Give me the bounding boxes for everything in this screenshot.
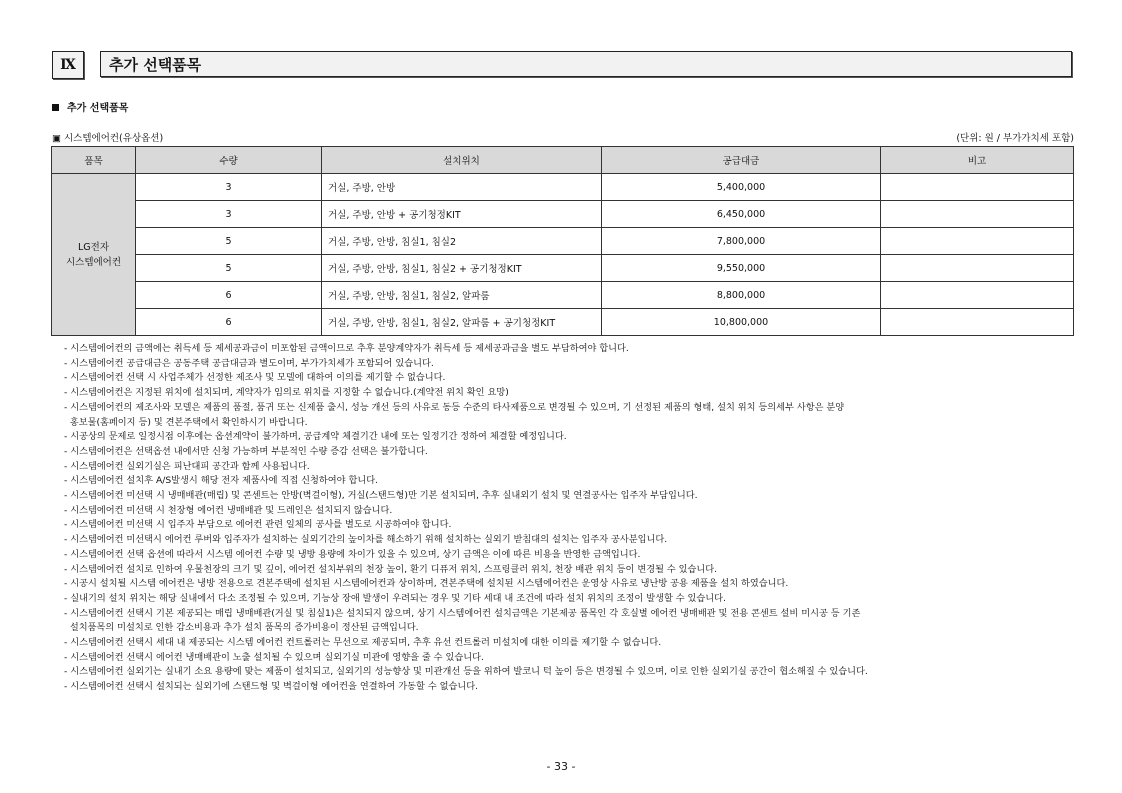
table-row (52, 282, 1074, 309)
notes-list (64, 342, 1074, 695)
heading-text: 추가 선택품목 (67, 103, 129, 114)
product-name: 시스템에어컨 (65, 256, 122, 268)
square-bullet-icon (52, 104, 59, 111)
header-product: 품목 (52, 147, 136, 174)
price-cell: 7,800,000 (602, 228, 881, 255)
note-item: - 시스템에어컨 선택시 에어컨 냉매배관이 노출 설치될 수 있으며 실외기실 미관에 영향을 줄 수 있습니다. (64, 651, 484, 663)
location-cell: 거실, 주방, 안방 + 공기청정KIT (322, 201, 602, 228)
location-cell: 거실, 주방, 안방, 침실1, 침실2 (322, 228, 602, 255)
section-title: 추가 선택품목 (100, 51, 1072, 77)
note-item: - 시스템에어컨은 선택옵션 내에서만 신청 가능하며 부분적인 수량 증감 선택은 불가합니다. (64, 445, 428, 457)
quantity-cell: 6 (136, 282, 322, 309)
note-item: - 시스템에어컨 선택시 설치되는 실외기에 스탠드형 및 벽걸이형 에어컨을 연결하여 가동할 수 없습니다. (64, 681, 479, 693)
note-item: - 실내기의 설치 위치는 해당 실내에서 다소 조정될 수 있으며, 기능상 장애 발생이 우려되는 경우 및 기타 세대 내 조건에 따라 설치 위치의 조정이 발생할 수 있습니다. (64, 592, 726, 604)
note-item: - 시스템에어컨 선택 시 사업주체가 선정한 제조사 및 모델에 대하여 이의를 제기할 수 없습니다. (64, 372, 446, 384)
note-item: - 시스템에어컨 미선택 시 입주자 부담으로 에어컨 관련 일체의 공사를 별도로 시공하여야 합니다. (64, 519, 452, 531)
table-row (52, 255, 1074, 282)
note-item: - 시공상의 문제로 일정시점 이후에는 옵션계약이 불가하며, 공급계약 체결기간 내에 또는 일정기간 정하여 체결할 예정입니다. (64, 431, 567, 443)
quantity-cell: 3 (136, 201, 322, 228)
note-item: - 시스템에어컨 미선택 시 냉매배관(매립) 및 콘센트는 안방(벽걸이형), 거실(스탠드형)만 기본 설치되며, 추후 실내외기 설치 및 연결공사는 입주자 부담입니다. (64, 490, 698, 502)
bullet-heading (52, 99, 128, 114)
header-quantity: 수량 (136, 147, 322, 174)
note-item: - 시스템에어컨 선택 옵션에 따라서 시스템 에어컨 수량 및 냉방 용량에 차이가 있을 수 있으며, 상기 금액은 이에 따른 비용을 반영한 금액입니다. (64, 548, 641, 560)
table-row (52, 309, 1074, 336)
note-item: - 시스템에어컨 실외기실은 피난대피 공간과 함께 사용됩니다. (64, 460, 310, 472)
note-item: - 시스템에어컨 선택시 세대 내 제공되는 시스템 에어컨 컨트롤러는 무선으로 제공되며, 추후 유선 컨트롤러 미설치에 대한 이의를 제기할 수 없습니다. (64, 637, 662, 649)
location-cell: 거실, 주방, 안방, 침실1, 침실2 + 공기청정KIT (322, 255, 602, 282)
price-cell: 10,800,000 (602, 309, 881, 336)
header-price: 공급대금 (602, 147, 881, 174)
table-header-row (52, 147, 1074, 174)
note-item: - 시스템에어컨 설치로 인하여 우물천장의 크기 및 깊이, 에어컨 설치부위의 천장 높이, 환기 디퓨저 위치, 스프링클러 위치, 천장 배관 위치 등이 변경될 수 있습니다. (64, 563, 718, 575)
location-cell: 거실, 주방, 안방 (322, 174, 602, 201)
note-item: - 시스템에어컨의 금액에는 취득세 등 제세공과금이 미포함된 금액이므로 추후 분양계약자가 취득세 등 제세공과금을 별도 부담하여야 합니다. (64, 343, 629, 354)
price-cell: 5,400,000 (602, 174, 881, 201)
section-number: Ⅸ (52, 51, 84, 79)
quantity-cell: 3 (136, 174, 322, 201)
subheading: ▣ 시스템에어컨(유상옵션) (52, 133, 164, 144)
note-item: - 시스템에어컨 선택시 기본 제공되는 매립 냉매배관(거실 및 침실1)은 설치되지 않으며, 상기 시스템에어컨 설치금액은 기본제공 품목인 각 호실별 에어컨 냉매배관 및 전용 콘센트 설비 미시공 등 기존 설치품목의 미설치로 인한 감소비용과 추가 설치 품목의 증가비용이 정산된 금액입니다. (64, 607, 861, 634)
table-row (52, 174, 1074, 201)
unit-note: (단위: 원 / 부가가치세 포함) (956, 133, 1074, 144)
quantity-cell: 5 (136, 255, 322, 282)
note-item: - 시공시 설치될 시스템 에어컨은 냉방 전용으로 견본주택에 설치된 시스템에어컨과 상이하며, 견본주택에 설치된 시스템에어컨은 운영상 사유로 냉난방 공용 제품을 설치 하였습니다. (64, 578, 789, 590)
header-location: 설치위치 (322, 147, 602, 174)
note-item: - 시스템에어컨의 제조사와 모델은 제품의 품절, 품귀 또는 신제품 출시, 성능 개선 등의 사유로 동등 수준의 타사제품으로 변경될 수 있으며, 기 선정된 제품의 형태, 설치 위치 등의세부 사항은 분양 홍보물(홈페이지 등) 및 견본주택에서 확인하시기 바랍니다. (64, 401, 845, 428)
product-cell (52, 174, 136, 336)
page-number: - 33 - (546, 760, 576, 773)
remarks-cell (881, 255, 1074, 282)
header-remarks: 비고 (881, 147, 1074, 174)
section-header (52, 51, 1074, 79)
option-price-table (51, 146, 1074, 336)
remarks-cell (881, 201, 1074, 228)
table-row (52, 201, 1074, 228)
product-maker: LG전자 (77, 241, 109, 253)
remarks-cell (881, 174, 1074, 201)
price-cell: 6,450,000 (602, 201, 881, 228)
note-item: - 시스템에어컨 공급대금은 공동주택 공급대금과 별도이며, 부가가치세가 포함되어 있습니다. (64, 357, 434, 369)
location-cell: 거실, 주방, 안방, 침실1, 침실2, 알파룸 (322, 282, 602, 309)
note-item: - 시스템에어컨 미선택 시 천장형 에어컨 냉매배관 및 드레인은 설치되지 않습니다. (64, 504, 393, 516)
quantity-cell: 5 (136, 228, 322, 255)
remarks-cell (881, 228, 1074, 255)
note-item: - 시스템에어컨은 지정된 위치에 설치되며, 계약자가 임의로 위치를 지정할 수 없습니다.(계약전 위치 확인 요망) (64, 387, 509, 399)
quantity-cell: 6 (136, 309, 322, 336)
location-cell: 거실, 주방, 안방, 침실1, 침실2, 알파룸 + 공기청정KIT (322, 309, 602, 336)
price-cell: 9,550,000 (602, 255, 881, 282)
note-item: - 시스템에어컨 미선택시 에어컨 루버와 입주자가 설치하는 실외기간의 높이차를 해소하기 위해 설치하는 실외기 받침대의 설치는 입주자 공사분입니다. (64, 534, 668, 546)
price-cell: 8,800,000 (602, 282, 881, 309)
note-item: - 시스템에어컨 실외기는 실내기 소요 용량에 맞는 제품이 설치되고, 실외기의 성능향상 및 미관개선 등을 위하여 발코니 턱 높이 등은 변경될 수 있으며, 이로 인한 실외기실 공간이 협소해질 수 있습니다. (64, 666, 868, 678)
note-item: - 시스템에어컨 설치후 A/S발생시 해당 전자 제품사에 직접 신청하여야 합니다. (64, 475, 378, 487)
remarks-cell (881, 282, 1074, 309)
remarks-cell (881, 309, 1074, 336)
table-row (52, 228, 1074, 255)
